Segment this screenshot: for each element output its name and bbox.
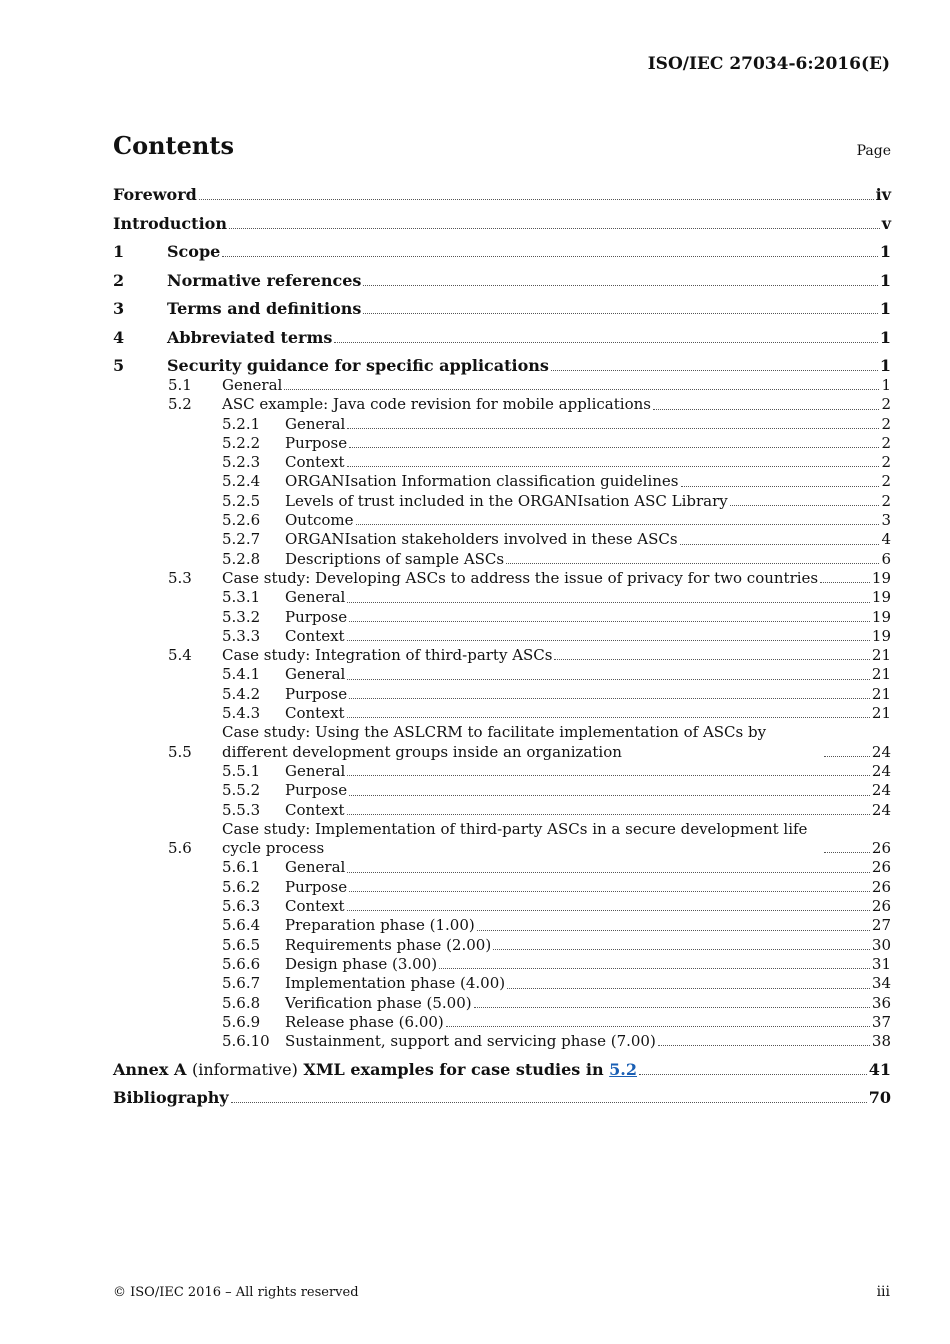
toc-entry-title: Purpose [285,781,348,800]
toc-entry[interactable] [113,434,891,453]
toc-entry[interactable] [113,897,891,916]
toc-entry-title: Preparation phase (1.00) [285,916,475,935]
dot-leader [229,223,880,229]
toc-entry[interactable] [113,492,891,511]
toc-entry-number: 5 [113,356,125,375]
toc-entry-page: 3 [881,511,891,530]
toc-entry-title: Outcome [285,511,354,530]
toc-entry[interactable] [113,415,891,434]
toc-entry[interactable] [113,704,891,723]
toc-entry-number: 5.6.8 [222,993,261,1012]
dot-leader [506,558,879,564]
toc-entry-title: Foreword [113,185,197,204]
toc-entry-title: Normative references [167,270,362,290]
toc-entry-number: 5.3.2 [222,607,261,626]
toc-entry-number: 5.6.9 [222,1012,261,1031]
toc-entry-page: 24 [871,761,891,780]
toc-entry-title: Context [285,897,345,916]
annex-heading [113,1060,637,1080]
dot-leader [347,809,870,815]
dot-leader [347,712,870,718]
toc-entry-page: 21 [871,665,891,684]
toc-entry-page: iv [875,185,891,204]
toc-entry[interactable] [113,608,891,627]
toc-entry-number: 5.2.3 [222,453,261,472]
toc-entry[interactable] [113,472,891,491]
toc-entry[interactable] [113,395,891,414]
toc-entry-title: Implementation phase (4.00) [285,974,506,993]
toc-entry-page: 26 [871,877,891,896]
toc-entry-title: Sustainment, support and servicing phase (7.00) [285,1032,656,1051]
toc-entry-number: 1 [113,242,125,261]
toc-entry-number: 5.2.2 [222,433,261,452]
toc-entry-page: 19 [871,588,891,607]
dot-leader [349,616,870,622]
toc-entry-page: 2 [881,433,891,452]
dot-leader [658,1040,870,1046]
toc-entry[interactable] [113,185,891,205]
dot-leader [730,500,880,506]
dot-leader [349,442,879,448]
dot-leader [824,847,870,853]
toc-entry-page: 4 [881,530,891,549]
toc-entry-page: 34 [871,974,891,993]
dot-leader [347,423,879,429]
dot-leader [347,674,870,680]
toc-entry-title: Case study: Integration of third-party ASCs [222,646,553,665]
dot-leader [639,1069,867,1075]
annex-section-link[interactable]: 5.2 [609,1059,638,1079]
toc-entry-number: 5.3.3 [222,626,261,645]
toc-entry[interactable] [113,646,891,665]
toc-entry-number: 5.6.1 [222,858,261,877]
toc-entry-number: 5.6.2 [222,877,261,896]
bibliography-title: Bibliography [113,1088,229,1108]
toc-entry-title: Purpose [285,684,348,703]
toc-entry-number: 5.2.4 [222,472,261,491]
dot-leader [824,751,870,757]
toc-entry-page: 19 [871,626,891,645]
toc-entry-title: Purpose [285,433,348,452]
toc-entry[interactable] [113,801,891,820]
toc-entry-page: 26 [871,839,891,858]
dot-leader [554,654,869,660]
toc-entry-number: 5.6.5 [222,935,261,954]
toc-entry-number: 3 [113,299,125,318]
toc-entry-number: 5.5.1 [222,761,261,780]
dot-leader [680,539,880,545]
dot-leader [474,1002,870,1008]
toc-entry[interactable] [113,994,891,1013]
toc-entry-page: 19 [871,607,891,626]
toc-entry[interactable] [113,511,891,530]
dot-leader [347,635,870,641]
toc-entry-page: 36 [871,993,891,1012]
dot-leader [349,790,870,796]
dot-leader [199,194,874,200]
toc-entry[interactable] [113,955,891,974]
toc-entry-title: Levels of trust included in the ORGANIsation ASC Library [285,491,728,510]
toc-entry-title: Context [285,453,345,472]
toc-entry-title: Scope [167,242,221,261]
toc-entry[interactable] [113,936,891,955]
dot-leader [284,384,879,390]
toc-entry[interactable] [113,328,891,348]
toc-entry-number: 5.6.3 [222,897,261,916]
toc-entry-number: 5.4 [168,646,192,665]
toc-entry-number: 5.5 [168,742,192,761]
toc-entry[interactable] [113,878,891,897]
toc-entry[interactable] [113,356,891,376]
toc-entry[interactable] [113,588,891,607]
toc-entry-page: 30 [871,935,891,954]
toc-entry-number: 5.1 [168,376,192,394]
dot-leader [493,944,870,950]
toc-sub-entries [113,376,891,1051]
toc-entry-title: Context [285,704,345,723]
table-of-contents [113,185,891,1108]
toc-entry-number: 5.3.1 [222,588,261,607]
dot-leader [363,308,877,314]
dot-leader [231,1097,867,1103]
annex-label: Annex A [113,1059,187,1079]
toc-entry-number: 5.5.2 [222,781,261,800]
toc-entry-page: 1 [879,242,891,261]
toc-entry-page: 1 [879,356,891,375]
toc-entry-number: 5.6.7 [222,974,261,993]
page-column-label: Page [856,143,891,159]
toc-entry-page: 6 [881,549,891,568]
toc-entry-title: ORGANIsation stakeholders involved in these ASCs [285,530,678,549]
toc-entry-title: Design phase (3.00) [285,954,438,973]
toc-entry-title: General [285,858,346,877]
dot-leader [507,983,870,989]
toc-entry[interactable] [113,781,891,800]
dot-leader [349,693,870,699]
toc-entry-number: 5.2.1 [222,414,261,433]
toc-entry-title: General [285,761,346,780]
toc-entry-number: 5.3 [168,568,192,587]
toc-entry-page: 31 [871,954,891,973]
toc-entry[interactable] [113,453,891,472]
toc-entry-page: 21 [871,646,891,665]
toc-entry-number: 4 [113,327,125,347]
toc-entry-page: 21 [871,684,891,703]
toc-entry-page: 24 [871,742,891,761]
toc-entry-number: 5.6.10 [222,1032,270,1051]
toc-entry[interactable] [113,376,891,395]
toc-entry-title: General [285,414,346,433]
toc-entry-title: Context [285,626,345,645]
toc-entry-title: Descriptions of sample ASCs [285,549,505,568]
annex-note: (informative) [191,1059,298,1079]
toc-entry-number: 5.5.3 [222,800,261,819]
toc-entry-title: Abbreviated terms [167,327,333,347]
toc-entry-title: Security guidance for specific applications [167,356,549,375]
toc-entry-number: 5.2 [168,395,192,414]
toc-entry-number: 5.6 [168,839,192,858]
dot-leader [347,597,870,603]
toc-entry-title: Terms and definitions [167,299,362,318]
dot-leader [446,1021,870,1027]
toc-entry-page: 1 [879,327,891,347]
toc-entry-title: Case study: Using the ASLCRM to facilitate implementation of ASCs by different development groups inside an organization [222,723,767,761]
toc-entry[interactable] [113,916,891,935]
toc-entry-number: 5.6.4 [222,916,261,935]
toc-entry-page: 2 [881,491,891,510]
toc-entry-page: 2 [881,395,891,414]
dot-leader [347,867,870,873]
dot-leader [363,280,877,286]
toc-entry[interactable] [113,974,891,993]
toc-entry-title: Verification phase (5.00) [285,993,472,1012]
dot-leader [356,519,880,525]
toc-entry-number: 5.6.6 [222,954,261,973]
document-id-header: ISO/IEC 27034-6:2016(E) [647,54,890,74]
toc-entry[interactable] [113,627,891,646]
toc-entry-title: ORGANIsation Information classification guidelines [285,472,679,491]
toc-entry-bibliography[interactable] [113,1088,891,1108]
toc-entry-title: General [222,376,283,394]
dot-leader [334,337,877,343]
toc-entry[interactable] [113,1032,891,1051]
page-title: Contents [113,131,234,160]
annex-title: XML examples for case studies in [303,1059,604,1079]
toc-entry-title: Requirements phase (2.00) [285,935,492,954]
toc-entry-page: 1 [879,270,891,290]
toc-entry[interactable] [113,530,891,549]
toc-entry[interactable] [113,858,891,877]
toc-entry-number: 5.2.7 [222,530,261,549]
dot-leader [347,461,880,467]
toc-entry-page: 38 [871,1032,891,1051]
toc-entry-page: 27 [871,916,891,935]
toc-entry-page: 24 [871,800,891,819]
toc-entry-page: 2 [881,453,891,472]
toc-entry-page: 1 [879,299,891,318]
dot-leader [439,963,870,969]
toc-entry[interactable] [113,214,891,234]
toc-entry[interactable] [113,723,891,762]
footer-page-number: iii [876,1284,890,1300]
toc-entry-page: 1 [881,376,891,394]
toc-entry-title: Purpose [285,607,348,626]
toc-entry-page: 37 [871,1012,891,1031]
toc-entry-title: Case study: Developing ASCs to address the issue of privacy for two countries [222,568,819,587]
toc-top-entries [113,185,891,376]
toc-entry-number: 5.4.1 [222,665,261,684]
bibliography-page-number: 70 [868,1088,891,1108]
dot-leader [347,770,870,776]
toc-entry-page: 2 [881,472,891,491]
toc-entry[interactable] [113,820,891,859]
toc-entry-title: Case study: Implementation of third-party ASCs in a secure development life cycle process [222,819,808,858]
toc-entry-number: 5.2.6 [222,511,261,530]
toc-entry-title: Release phase (6.00) [285,1012,444,1031]
dot-leader [347,905,870,911]
toc-entry-page: 21 [871,704,891,723]
toc-entry-title: Introduction [113,213,227,233]
toc-entry-page: 2 [881,414,891,433]
toc-entry[interactable] [113,762,891,781]
toc-entry-page: v [881,213,891,233]
annex-page-number: 41 [868,1059,891,1079]
toc-entry-page: 26 [871,858,891,877]
toc-entry[interactable] [113,665,891,684]
toc-entry-title: Context [285,800,345,819]
toc-entry-number: 5.2.5 [222,491,261,510]
toc-entry[interactable] [113,271,891,291]
dot-leader [681,481,880,487]
toc-entry-number: 2 [113,270,125,290]
toc-entry[interactable] [113,1013,891,1032]
toc-entry-title: General [285,665,346,684]
toc-entry-number: 5.4.2 [222,684,261,703]
dot-leader [820,577,870,583]
toc-entry[interactable] [113,299,891,319]
toc-entry[interactable] [113,569,891,588]
toc-entry-page: 26 [871,897,891,916]
dot-leader [653,404,879,410]
toc-entry-title: ASC example: Java code revision for mobile applications [222,395,651,414]
toc-entry-title: Purpose [285,877,348,896]
toc-entry[interactable] [113,685,891,704]
dot-leader [477,925,870,931]
dot-leader [551,365,878,371]
toc-entry[interactable] [113,550,891,569]
toc-entry-number: 5.4.3 [222,704,261,723]
dot-leader [222,251,878,257]
toc-entry-annex-a[interactable] [113,1060,891,1080]
toc-entry[interactable] [113,242,891,262]
dot-leader [349,886,870,892]
toc-entry-page: 19 [871,568,891,587]
toc-entry-number: 5.2.8 [222,549,261,568]
toc-entry-title: General [285,588,346,607]
footer-copyright: © ISO/IEC 2016 – All rights reserved [113,1285,359,1300]
toc-entry-page: 24 [871,781,891,800]
